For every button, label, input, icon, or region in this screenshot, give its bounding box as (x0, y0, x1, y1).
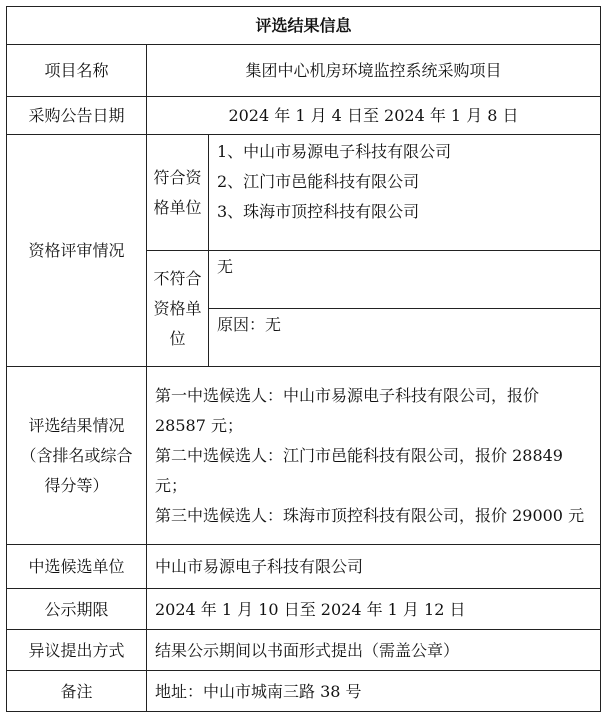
list-item: 2、江门市邑能科技有限公司 (217, 172, 420, 191)
remarks-row (7, 671, 601, 712)
project-name-row (7, 45, 601, 97)
remarks-value: 地址：中山市城南三路 38 号 (147, 671, 601, 712)
evaluation-label: 评选结果情况（含排名或综合得分等） (7, 367, 147, 545)
qualified-list (209, 135, 601, 251)
objection-label: 异议提出方式 (7, 630, 147, 671)
list-item: 第一中选候选人：中山市易源电子科技有限公司，报价 28587 元； (155, 385, 540, 435)
winner-value: 中山市易源电子科技有限公司 (147, 545, 601, 589)
evaluation-list (147, 367, 601, 545)
title-row (7, 7, 601, 45)
objection-row (7, 630, 601, 671)
qualification-label: 资格评审情况 (7, 135, 147, 367)
announce-date-label: 采购公告日期 (7, 97, 147, 135)
evaluation-row (7, 367, 601, 545)
publicity-row (7, 589, 601, 630)
unqualified-label: 不符合资格单位 (147, 251, 209, 367)
publicity-value: 2024 年 1 月 10 日至 2024 年 1 月 12 日 (147, 589, 601, 630)
result-table (6, 6, 601, 712)
list-item: 3、珠海市顶控科技有限公司 (217, 202, 420, 221)
project-name-label: 项目名称 (7, 45, 147, 97)
objection-value: 结果公示期间以书面形式提出（需盖公章） (147, 630, 601, 671)
list-item: 1、中山市易源电子科技有限公司 (217, 142, 452, 161)
remarks-label: 备注 (7, 671, 147, 712)
list-item: 第三中选候选人：珠海市顶控科技有限公司，报价 29000 元 (155, 505, 585, 525)
result-document (6, 6, 601, 712)
announce-date-value: 2024 年 1 月 4 日至 2024 年 1 月 8 日 (147, 97, 601, 135)
table-title: 评选结果信息 (7, 7, 601, 45)
publicity-label: 公示期限 (7, 589, 147, 630)
winner-row (7, 545, 601, 589)
winner-label: 中选候选单位 (7, 545, 147, 589)
qualified-label: 符合资格单位 (147, 135, 209, 251)
list-item: 第二中选候选人：江门市邑能科技有限公司，报价 28849 元； (155, 445, 563, 495)
announce-date-row (7, 97, 601, 135)
unqualified-value: 无 (209, 251, 601, 309)
project-name-value: 集团中心机房环境监控系统采购项目 (147, 45, 601, 97)
qualified-row (7, 135, 601, 251)
unqualified-reason: 原因：无 (209, 309, 601, 367)
